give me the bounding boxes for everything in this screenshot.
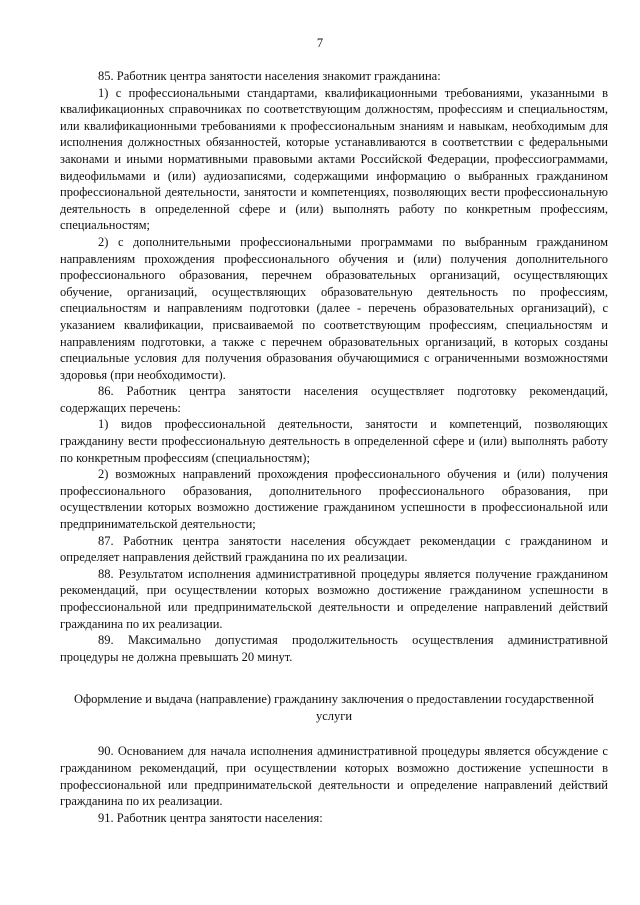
paragraph-91: 91. Работник центра занятости населения:: [98, 810, 323, 825]
paragraph-86: 86. Работник центра занятости населения осуществляет подготовку рекомендаций, содержащих перечень:: [60, 384, 608, 415]
paragraph-86-item-1: 1) видов профессиональной деятельности, занятости и компетенций, позволяющих гражданину вести профессиональную деятельность в определенной сфере и (или) выполнять работу по конкретным профессиям (специальностям);: [60, 417, 608, 465]
paragraph-86-item-2: 2) возможных направлений прохождения профессионального обучения и (или) получения профессионального образования, дополнительного профессионального образования, при осуществлении которых возможно достижение гражданином успешности в профессиональной или предпринимательской деятельности;: [60, 467, 608, 532]
paragraph-87: 87. Работник центра занятости населения обсуждает рекомендации с гражданином и определяет направления действий гражданина по их реализации.: [60, 533, 608, 565]
page-content: [60, 68, 608, 826]
paragraph-85-item-1: 1) с профессиональными стандартами, квалификационными требованиями, указанными в квалификационных справочниках по соответствующим должностям, профессиям и специальностям, или квалификационными требованиями к профессиональным знаниям и навыкам, необходимым для исполнения должностных обязанностей, которые устанавливаются в соответствии с федеральными законами и иными нормативными правовыми актами Российской Федерации, профессиограммами, видеофильмами и (или) аудиозаписями, содержащими информацию о выбранных гражданином профессиональной деятельности, занятости и компетенциях, позволяющих вести профессиональную деятельность в определенной сфере и (или) выполнять работу по конкретным профессиям, специальностям;: [60, 85, 608, 233]
paragraph-85-item-2: 2) с дополнительными профессиональными программами по выбранным гражданином направлениям прохождения профессионального обучения и (или) получения дополнительного профессионального образования, перечнем образовательных организаций, осуществляющих обучение, организаций, осуществляющих образовательную деятельность по профессиям, специальностям и направлениям подготовки (далее - перечень образовательных организаций), с указанием квалификации, присваиваемой по соответствующим профессиям, специальностям и направлениям подготовки, а также с перечнем образовательных организаций, в которых созданы специальные условия для получения образования обучающимися с ограниченными возможностями здоровья (при необходимости).: [60, 234, 608, 382]
paragraph-85: 85. Работник центра занятости населения знакомит гражданина:: [98, 69, 441, 83]
section-heading: Оформление и выдача (направление) гражданину заключения о предоставлении государственной услуги: [74, 692, 594, 724]
paragraph-89: 89. Максимально допустимая продолжительность осуществления административной процедуры не должна превышать 20 минут.: [60, 633, 608, 664]
paragraph-90: 90. Основанием для начала исполнения административной процедуры является обсуждение с гражданином рекомендаций, при осуществлении которых возможно достижение успешности в профессиональной или предпринимательской деятельности и определение направлений действий гражданина по их реализации.: [60, 744, 608, 809]
paragraph-88: 88. Результатом исполнения административной процедуры является получение гражданином рекомендаций, при осуществлении которых возможно достижение гражданином успешности в профессиональной или предпринимательской деятельности и определение направлений действий гражданина по их реализации.: [60, 566, 608, 631]
page-number: 7: [316, 36, 324, 50]
